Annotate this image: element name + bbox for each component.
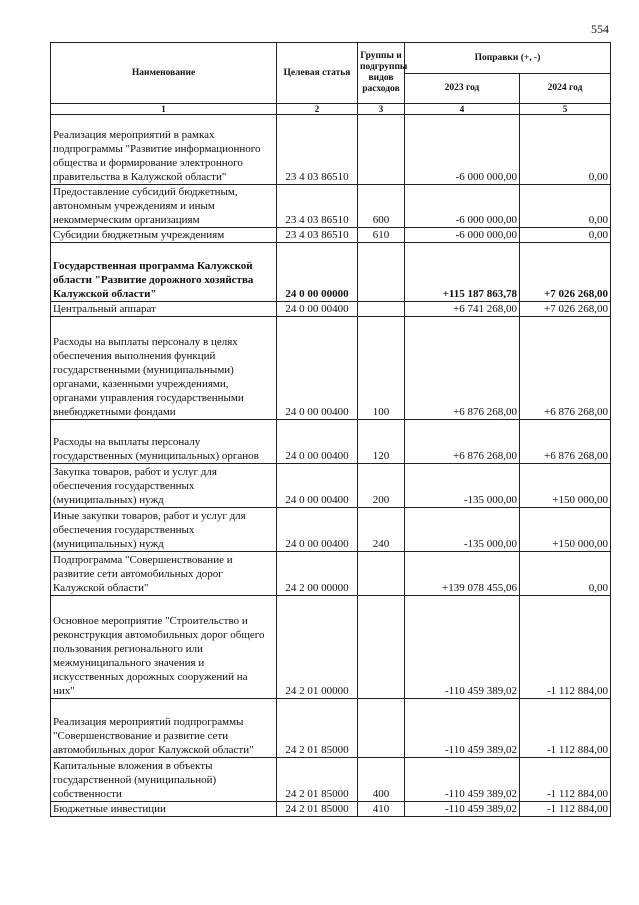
cell-target-code: 24 2 01 85000: [277, 802, 358, 817]
cell-amount-2024: -1 112 884,00: [520, 699, 611, 758]
cell-name: Капитальные вложения в объекты государственной (муниципальной) собственности: [51, 758, 277, 802]
cell-amount-2023: -6 000 000,00: [405, 185, 520, 228]
cell-target-code: 24 0 00 00400: [277, 302, 358, 317]
cell-amount-2024: +7 026 268,00: [520, 302, 611, 317]
cell-expense-group: [358, 552, 405, 596]
cell-expense-group: 120: [358, 420, 405, 464]
cell-expense-group: [358, 115, 405, 185]
cell-expense-group: 200: [358, 464, 405, 508]
cell-amount-2024: +150 000,00: [520, 508, 611, 552]
cell-amount-2024: +6 876 268,00: [520, 420, 611, 464]
table-row: [51, 699, 611, 758]
column-number: 1: [51, 104, 277, 115]
cell-expense-group: 400: [358, 758, 405, 802]
table-row: [51, 317, 611, 420]
cell-expense-group: 610: [358, 228, 405, 243]
cell-target-code: 24 2 01 00000: [277, 596, 358, 699]
table-row: [51, 552, 611, 596]
header-name: Наименование: [51, 43, 277, 104]
cell-amount-2023: +6 876 268,00: [405, 420, 520, 464]
cell-amount-2024: +6 876 268,00: [520, 317, 611, 420]
cell-target-code: 24 0 00 00400: [277, 464, 358, 508]
table-row: [51, 243, 611, 302]
cell-expense-group: 240: [358, 508, 405, 552]
cell-amount-2024: -1 112 884,00: [520, 758, 611, 802]
cell-name: Центральный аппарат: [51, 302, 277, 317]
cell-name: Расходы на выплаты персоналу в целях обеспечения выполнения функций государственными (муниципальными) органами, казенными учреждениями, органами управления государственными внебюджетными фондами: [51, 317, 277, 420]
cell-name: Расходы на выплаты персоналу государственных (муниципальных) органов: [51, 420, 277, 464]
table-row: [51, 802, 611, 817]
table-row: [51, 302, 611, 317]
cell-name: Государственная программа Калужской области "Развитие дорожного хозяйства Калужской области": [51, 243, 277, 302]
column-number: 3: [358, 104, 405, 115]
cell-amount-2023: +6 741 268,00: [405, 302, 520, 317]
table-row: [51, 420, 611, 464]
cell-target-code: 24 2 01 85000: [277, 758, 358, 802]
cell-expense-group: 100: [358, 317, 405, 420]
cell-amount-2023: +115 187 863,78: [405, 243, 520, 302]
column-number: 2: [277, 104, 358, 115]
cell-amount-2023: -135 000,00: [405, 508, 520, 552]
column-number: 4: [405, 104, 520, 115]
cell-target-code: 24 0 00 00400: [277, 508, 358, 552]
cell-name: Основное мероприятие "Строительство и реконструкция автомобильных дорог общего пользования регионального или межмуниципального значения и искусственных дорожных сооружений на них": [51, 596, 277, 699]
cell-amount-2023: -110 459 389,02: [405, 802, 520, 817]
header-groups: Группы и подгруппы видов расходов: [358, 43, 405, 104]
cell-amount-2024: +7 026 268,00: [520, 243, 611, 302]
column-number: 5: [520, 104, 611, 115]
cell-target-code: 24 0 00 00400: [277, 420, 358, 464]
cell-name: Закупка товаров, работ и услуг для обеспечения государственных (муниципальных) нужд: [51, 464, 277, 508]
cell-name: Бюджетные инвестиции: [51, 802, 277, 817]
header-year-2024: 2024 год: [520, 74, 611, 104]
cell-expense-group: [358, 302, 405, 317]
cell-amount-2023: -110 459 389,02: [405, 596, 520, 699]
cell-name: Реализация мероприятий в рамках подпрограммы "Развитие информационного общества и формирование электронного правительства в Калужской области": [51, 115, 277, 185]
cell-target-code: 24 2 01 85000: [277, 699, 358, 758]
cell-expense-group: 600: [358, 185, 405, 228]
cell-amount-2023: -6 000 000,00: [405, 115, 520, 185]
table-row: [51, 228, 611, 243]
cell-amount-2024: +150 000,00: [520, 464, 611, 508]
cell-expense-group: [358, 243, 405, 302]
table-row: [51, 758, 611, 802]
cell-amount-2023: +6 876 268,00: [405, 317, 520, 420]
header-amendments: Поправки (+, -): [405, 43, 611, 74]
cell-amount-2024: 0,00: [520, 185, 611, 228]
cell-target-code: 24 0 00 00400: [277, 317, 358, 420]
table-row: [51, 115, 611, 185]
cell-amount-2023: -135 000,00: [405, 464, 520, 508]
table-row: [51, 508, 611, 552]
table-row: [51, 596, 611, 699]
cell-expense-group: [358, 699, 405, 758]
cell-target-code: 23 4 03 86510: [277, 228, 358, 243]
cell-name: Предоставление субсидий бюджетным, автономным учреждениям и иным некоммерческим организациям: [51, 185, 277, 228]
header-year-2023: 2023 год: [405, 74, 520, 104]
cell-amount-2024: -1 112 884,00: [520, 802, 611, 817]
cell-target-code: 23 4 03 86510: [277, 185, 358, 228]
cell-expense-group: [358, 596, 405, 699]
cell-name: Субсидии бюджетным учреждениям: [51, 228, 277, 243]
cell-target-code: 24 2 00 00000: [277, 552, 358, 596]
table-row: [51, 185, 611, 228]
cell-amount-2023: +139 078 455,06: [405, 552, 520, 596]
table-body: [51, 115, 611, 817]
cell-amount-2024: 0,00: [520, 115, 611, 185]
cell-name: Реализация мероприятий подпрограммы "Совершенствование и развитие сети автомобильных дорог Калужской области": [51, 699, 277, 758]
cell-target-code: 23 4 03 86510: [277, 115, 358, 185]
cell-expense-group: 410: [358, 802, 405, 817]
header-target: Целевая статья: [277, 43, 358, 104]
cell-amount-2024: 0,00: [520, 552, 611, 596]
cell-amount-2023: -110 459 389,02: [405, 699, 520, 758]
page-number: 554: [591, 22, 609, 36]
column-number-row: [51, 104, 611, 115]
budget-table: [50, 42, 611, 817]
cell-name: Подпрограмма "Совершенствование и развитие сети автомобильных дорог Калужской области": [51, 552, 277, 596]
cell-target-code: 24 0 00 00000: [277, 243, 358, 302]
table-row: [51, 464, 611, 508]
cell-name: Иные закупки товаров, работ и услуг для обеспечения государственных (муниципальных) нужд: [51, 508, 277, 552]
cell-amount-2023: -110 459 389,02: [405, 758, 520, 802]
cell-amount-2024: 0,00: [520, 228, 611, 243]
cell-amount-2023: -6 000 000,00: [405, 228, 520, 243]
cell-amount-2024: -1 112 884,00: [520, 596, 611, 699]
